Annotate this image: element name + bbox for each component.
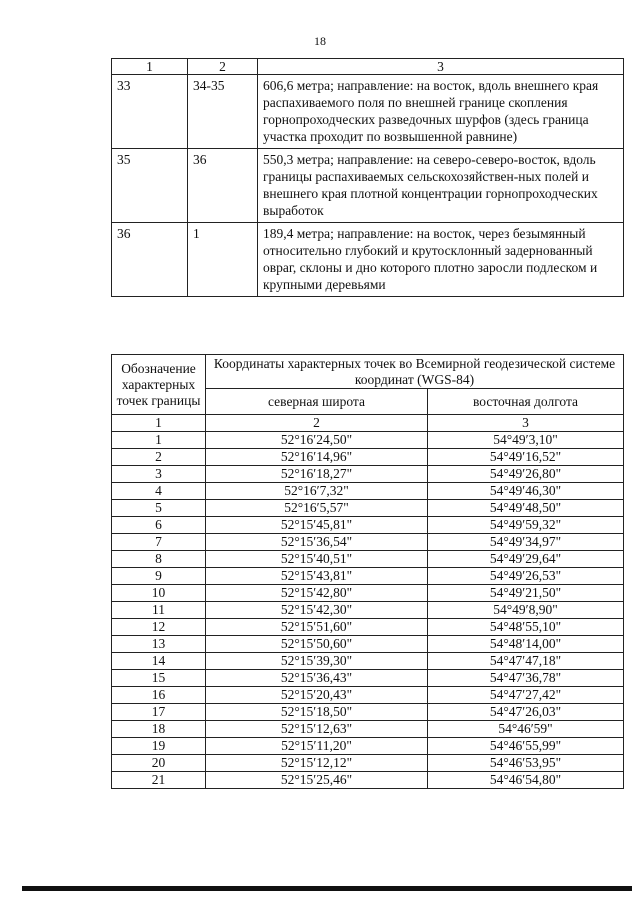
point-number: 21	[112, 772, 206, 789]
coords-group-header: Координаты характерных точек во Всемирной геодезической системе координат (WGS-84)	[206, 355, 624, 389]
latitude-value: 52°16′5,57"	[206, 500, 428, 517]
segment-end-point: 36	[188, 149, 258, 223]
longitude-value: 54°48′55,10"	[428, 619, 624, 636]
latitude-value: 52°15′42,30"	[206, 602, 428, 619]
numbering-col-1: 1	[112, 415, 206, 432]
coords-row	[112, 432, 624, 449]
latitude-value: 52°15′18,50"	[206, 704, 428, 721]
coords-numbering-row	[112, 415, 624, 432]
segment-start-point: 36	[112, 223, 188, 297]
coords-row	[112, 619, 624, 636]
point-number: 9	[112, 568, 206, 585]
coords-row	[112, 500, 624, 517]
point-number: 1	[112, 432, 206, 449]
longitude-value: 54°46′53,95"	[428, 755, 624, 772]
segment-end-point: 34-35	[188, 75, 258, 149]
segment-description: 550,3 метра; направление: на северо-северо-восток, вдоль границы распахиваемых сельскохозяйствен-ных полей и внешнего края плотной концентрации горнопроходческих выработок	[258, 149, 624, 223]
coords-row	[112, 449, 624, 466]
point-number: 14	[112, 653, 206, 670]
latitude-value: 52°15′39,30"	[206, 653, 428, 670]
longitude-header: восточная долгота	[428, 389, 624, 415]
coords-header-row	[112, 355, 624, 389]
boundary-row	[112, 149, 624, 223]
coords-row	[112, 551, 624, 568]
coords-row	[112, 738, 624, 755]
point-number: 19	[112, 738, 206, 755]
longitude-value: 54°49′59,32"	[428, 517, 624, 534]
latitude-value: 52°16′24,50"	[206, 432, 428, 449]
longitude-value: 54°49′16,52"	[428, 449, 624, 466]
coords-row	[112, 602, 624, 619]
longitude-value: 54°49′29,64"	[428, 551, 624, 568]
longitude-value: 54°46′54,80"	[428, 772, 624, 789]
point-number: 15	[112, 670, 206, 687]
latitude-value: 52°16′14,96"	[206, 449, 428, 466]
coords-row	[112, 585, 624, 602]
latitude-value: 52°15′36,43"	[206, 670, 428, 687]
point-number: 17	[112, 704, 206, 721]
coords-row	[112, 772, 624, 789]
latitude-value: 52°15′42,80"	[206, 585, 428, 602]
longitude-value: 54°47′47,18"	[428, 653, 624, 670]
coordinates-table	[111, 354, 624, 789]
latitude-value: 52°15′50,60"	[206, 636, 428, 653]
coords-row	[112, 466, 624, 483]
segment-description: 189,4 метра; направление: на восток, через безымянный относительно глубокий и крутосклонный задернованный овраг, склоны и дно которого плотно заросли подлеском и крупными деревьями	[258, 223, 624, 297]
segment-end-point: 1	[188, 223, 258, 297]
point-number: 4	[112, 483, 206, 500]
point-number: 6	[112, 517, 206, 534]
coords-row	[112, 483, 624, 500]
longitude-value: 54°47′36,78"	[428, 670, 624, 687]
boundary-header-col-2: 2	[188, 59, 258, 75]
coords-row	[112, 704, 624, 721]
longitude-value: 54°46′55,99"	[428, 738, 624, 755]
latitude-value: 52°15′40,51"	[206, 551, 428, 568]
latitude-value: 52°16′7,32"	[206, 483, 428, 500]
longitude-value: 54°48′14,00"	[428, 636, 624, 653]
longitude-value: 54°46′59"	[428, 721, 624, 738]
latitude-value: 52°15′12,63"	[206, 721, 428, 738]
boundary-header-col-1: 1	[112, 59, 188, 75]
point-number: 18	[112, 721, 206, 738]
coords-row	[112, 568, 624, 585]
longitude-value: 54°49′21,50"	[428, 585, 624, 602]
coords-row	[112, 653, 624, 670]
point-number: 3	[112, 466, 206, 483]
coords-row	[112, 755, 624, 772]
boundary-description-table	[111, 58, 624, 297]
longitude-value: 54°47′26,03"	[428, 704, 624, 721]
longitude-value: 54°49′46,30"	[428, 483, 624, 500]
latitude-value: 52°15′12,12"	[206, 755, 428, 772]
point-number: 2	[112, 449, 206, 466]
latitude-header: северная широта	[206, 389, 428, 415]
latitude-value: 52°15′36,54"	[206, 534, 428, 551]
latitude-value: 52°15′43,81"	[206, 568, 428, 585]
longitude-value: 54°49′8,90"	[428, 602, 624, 619]
longitude-value: 54°49′26,80"	[428, 466, 624, 483]
coords-row	[112, 517, 624, 534]
segment-description: 606,6 метра; направление: на восток, вдоль внешнего края распахиваемого поля по внешней границе скопления горнопроходческих разведочных шурфов (здесь граница участка проходит по возвышенной равнине)	[258, 75, 624, 149]
latitude-value: 52°15′45,81"	[206, 517, 428, 534]
segment-start-point: 33	[112, 75, 188, 149]
latitude-value: 52°15′25,46"	[206, 772, 428, 789]
point-number: 13	[112, 636, 206, 653]
numbering-col-3: 3	[428, 415, 624, 432]
boundary-table-header-row	[112, 59, 624, 75]
coords-row	[112, 687, 624, 704]
numbering-col-2: 2	[206, 415, 428, 432]
boundary-row	[112, 75, 624, 149]
bottom-rule	[22, 886, 632, 891]
point-number: 7	[112, 534, 206, 551]
longitude-value: 54°47′27,42"	[428, 687, 624, 704]
point-number: 12	[112, 619, 206, 636]
point-number: 8	[112, 551, 206, 568]
point-designation-header: Обозначение характерных точек границы	[112, 355, 206, 415]
point-number: 20	[112, 755, 206, 772]
longitude-value: 54°49′3,10"	[428, 432, 624, 449]
latitude-value: 52°15′11,20"	[206, 738, 428, 755]
boundary-row	[112, 223, 624, 297]
point-number: 5	[112, 500, 206, 517]
coords-row	[112, 670, 624, 687]
segment-start-point: 35	[112, 149, 188, 223]
latitude-value: 52°15′20,43"	[206, 687, 428, 704]
coords-row	[112, 721, 624, 738]
latitude-value: 52°15′51,60"	[206, 619, 428, 636]
latitude-value: 52°16′18,27"	[206, 466, 428, 483]
point-number: 10	[112, 585, 206, 602]
longitude-value: 54°49′26,53"	[428, 568, 624, 585]
longitude-value: 54°49′34,97"	[428, 534, 624, 551]
coords-row	[112, 534, 624, 551]
longitude-value: 54°49′48,50"	[428, 500, 624, 517]
point-number: 16	[112, 687, 206, 704]
boundary-header-col-3: 3	[258, 59, 624, 75]
point-number: 11	[112, 602, 206, 619]
page-number: 18	[314, 34, 326, 48]
coords-row	[112, 636, 624, 653]
